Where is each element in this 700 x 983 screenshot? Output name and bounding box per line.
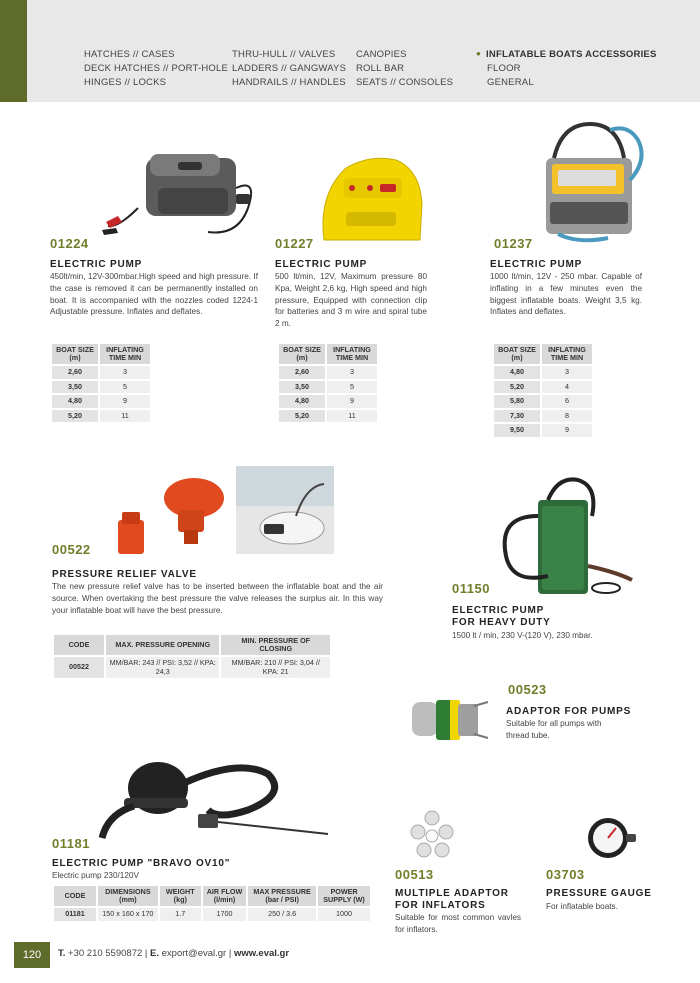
product-title-01237: ELECTRIC PUMP <box>490 259 583 270</box>
product-title-00522: PRESSURE RELIEF VALVE <box>52 569 197 580</box>
product-code-03703: 03703 <box>546 867 585 882</box>
table-row: 4,80 9 <box>279 395 377 408</box>
product-desc-01224: 450lt/min, 12V-300mbar.High speed and high pressure. If the case is removed it can be permanently installed on boat. It is accompanied with the nozzles coded 1224-1 Adjustable pressure. Inflates and deflates. <box>50 272 258 317</box>
website-link[interactable]: www.eval.gr <box>233 948 290 959</box>
product-desc-00513: Suitable for most common vavles for inflators. <box>395 913 521 934</box>
nav-column-3 <box>356 48 453 90</box>
table-header: MIN. PRESSURE OF CLOSING <box>221 635 330 655</box>
inflating-table-01237 <box>492 342 594 439</box>
pressure-relief-valve-image <box>112 470 232 560</box>
product-title-00513-line1: MULTIPLE ADAPTOR <box>395 888 509 899</box>
electric-pump-01224-image <box>98 148 270 240</box>
table-row: 9,50 9 <box>494 424 592 437</box>
product-title-01181: ELECTRIC PUMP "BRAVO OV10" <box>52 858 231 869</box>
nav-link-deck-hatches[interactable]: DECK HATCHES // PORT-HOLE <box>84 63 229 74</box>
table-row: 5,20 4 <box>494 381 592 394</box>
nav-column-1 <box>84 48 228 90</box>
phone-number[interactable]: +30 210 5590872 <box>68 948 143 959</box>
table-header: POWER SUPPLY (W) <box>318 886 370 906</box>
phone-label: T. <box>58 948 66 959</box>
nav-link-inflatable-accessories-active[interactable]: ● INFLATABLE BOATS ACCESSORIES <box>476 48 657 62</box>
product-code-01227: 01227 <box>275 236 314 251</box>
inflating-table-01224 <box>50 342 152 424</box>
product-code-01237: 01237 <box>494 236 533 251</box>
product-code-01224: 01224 <box>50 236 89 251</box>
table-header: INFLATING TIME MIN <box>327 344 377 364</box>
specs-table-01181 <box>52 884 372 923</box>
nav-link-floor[interactable]: FLOOR <box>487 63 521 74</box>
nav-link-thru-hull[interactable]: THRU-HULL // VALVES <box>232 49 336 60</box>
valve-installed-photo <box>236 466 334 554</box>
table-row: 4,80 3 <box>494 366 592 379</box>
pressure-table-00522 <box>52 633 332 680</box>
product-desc-00523: Suitable for all pumps with thread tube. <box>506 719 602 740</box>
page-number: 120 <box>14 942 50 968</box>
product-desc-03703: For inflatable boats. <box>546 902 618 911</box>
table-header: DIMENSIONS (mm) <box>98 886 158 906</box>
table-row: 3,50 5 <box>279 381 377 394</box>
multiple-adaptor-image <box>404 808 460 866</box>
table-header: BOAT SIZE (m) <box>494 344 540 364</box>
product-title-00523: ADAPTOR FOR PUMPS <box>506 706 632 717</box>
table-header: CODE <box>54 886 96 906</box>
table-row: 5,80 6 <box>494 395 592 408</box>
inflating-table-01227 <box>277 342 379 424</box>
email-link[interactable]: export@eval.gr <box>161 948 227 959</box>
table-row: 2,60 3 <box>279 366 377 379</box>
nav-link-seats[interactable]: SEATS // CONSOLES <box>356 77 454 88</box>
table-header: INFLATING TIME MIN <box>542 344 592 364</box>
product-desc-00522: The new pressure relief valve has to be inserted between the inflatable boat and the air source. When overtaking the best pressure the valve releases the surplus air. In this way your inflatable boat will have the best pressure. <box>52 582 383 615</box>
table-header: BOAT SIZE (m) <box>52 344 98 364</box>
electric-pump-01227-image <box>316 154 424 242</box>
product-title-01224: ELECTRIC PUMP <box>50 259 143 270</box>
product-code-01181: 01181 <box>52 836 90 851</box>
table-row: 4,80 9 <box>52 395 150 408</box>
table-row: 01181 150 x 160 x 170 1.7 1700 250 / 3.6 1000 <box>54 908 370 921</box>
nav-link-general[interactable]: GENERAL <box>487 77 534 88</box>
nav-link-ladders[interactable]: LADDERS // GANGWAYS <box>232 63 347 74</box>
table-header: AIR FLOW (l/min) <box>203 886 246 906</box>
product-code-00523: 00523 <box>508 682 547 697</box>
product-title-01227: ELECTRIC PUMP <box>275 259 368 270</box>
nav-column-4 <box>476 48 657 90</box>
electric-pump-bravo-image <box>98 754 334 846</box>
email-label: E. <box>150 948 159 959</box>
heavy-duty-pump-image <box>498 476 640 600</box>
table-header: MAX. PRESSURE OPENING <box>106 635 219 655</box>
pressure-gauge-image <box>586 814 636 864</box>
product-title-01150-line2: FOR HEAVY DUTY <box>452 617 551 628</box>
nav-link-roll-bar[interactable]: ROLL BAR <box>356 63 405 74</box>
nav-link-hinges[interactable]: HINGES // LOCKS <box>84 77 167 88</box>
product-code-01150: 01150 <box>452 581 490 596</box>
table-row: 5,20 11 <box>279 410 377 423</box>
nav-column-2 <box>232 48 346 90</box>
table-header: CODE <box>54 635 104 655</box>
table-row: 00522 MM/BAR: 243 // PSI: 3,52 // KPA: 24,3 MM/BAR: 210 // PSI: 3,04 // KPA: 21 <box>54 657 330 678</box>
product-code-00522: 00522 <box>52 542 91 557</box>
electric-pump-01237-bag-image <box>538 120 650 244</box>
product-desc-01227: 500 lt/min, 12V, Maximum pressure 80 Kpa, Weight 2,6 kg, High speed and high pressure, Equipped with connection clip for batteries and 3 m wire and spiral tube 2 m. <box>275 272 427 329</box>
table-header: MAX PRESSURE (bar / PSI) <box>248 886 316 906</box>
footer-contact: T. +30 210 5590872 | E. export@eval.gr | www.eval.gr <box>58 948 290 959</box>
table-row: 3,50 5 <box>52 381 150 394</box>
nav-link-canopies[interactable]: CANOPIES <box>356 49 407 60</box>
table-row: 5,20 11 <box>52 410 150 423</box>
header-accent-stripe <box>0 0 27 102</box>
product-title-03703: PRESSURE GAUGE <box>546 888 652 899</box>
product-desc-01237: 1000 lt/min, 12V - 250 mbar. Capable of inflating in a few minutes even the biggest inflatable boats. Weight 3,5 kg. Inflates and deflates. <box>490 272 642 317</box>
table-header: INFLATING TIME MIN <box>100 344 150 364</box>
nav-link-hatches[interactable]: HATCHES // CASES <box>84 49 175 60</box>
pump-adaptor-image <box>408 692 492 748</box>
product-desc-01181: Electric pump 230/120V <box>52 871 139 880</box>
table-row: 7,30 8 <box>494 410 592 423</box>
product-code-00513: 00513 <box>395 867 434 882</box>
table-header: BOAT SIZE (m) <box>279 344 325 364</box>
product-title-00513-line2: FOR INFLATORS <box>395 900 486 911</box>
nav-link-handrails[interactable]: HANDRAILS // HANDLES <box>232 77 346 88</box>
table-header: WEIGHT (kg) <box>160 886 201 906</box>
product-desc-01150: 1500 lt / min, 230 V-(120 V), 230 mbar. <box>452 631 593 640</box>
table-row: 2,60 3 <box>52 366 150 379</box>
product-title-01150-line1: ELECTRIC PUMP <box>452 605 545 616</box>
